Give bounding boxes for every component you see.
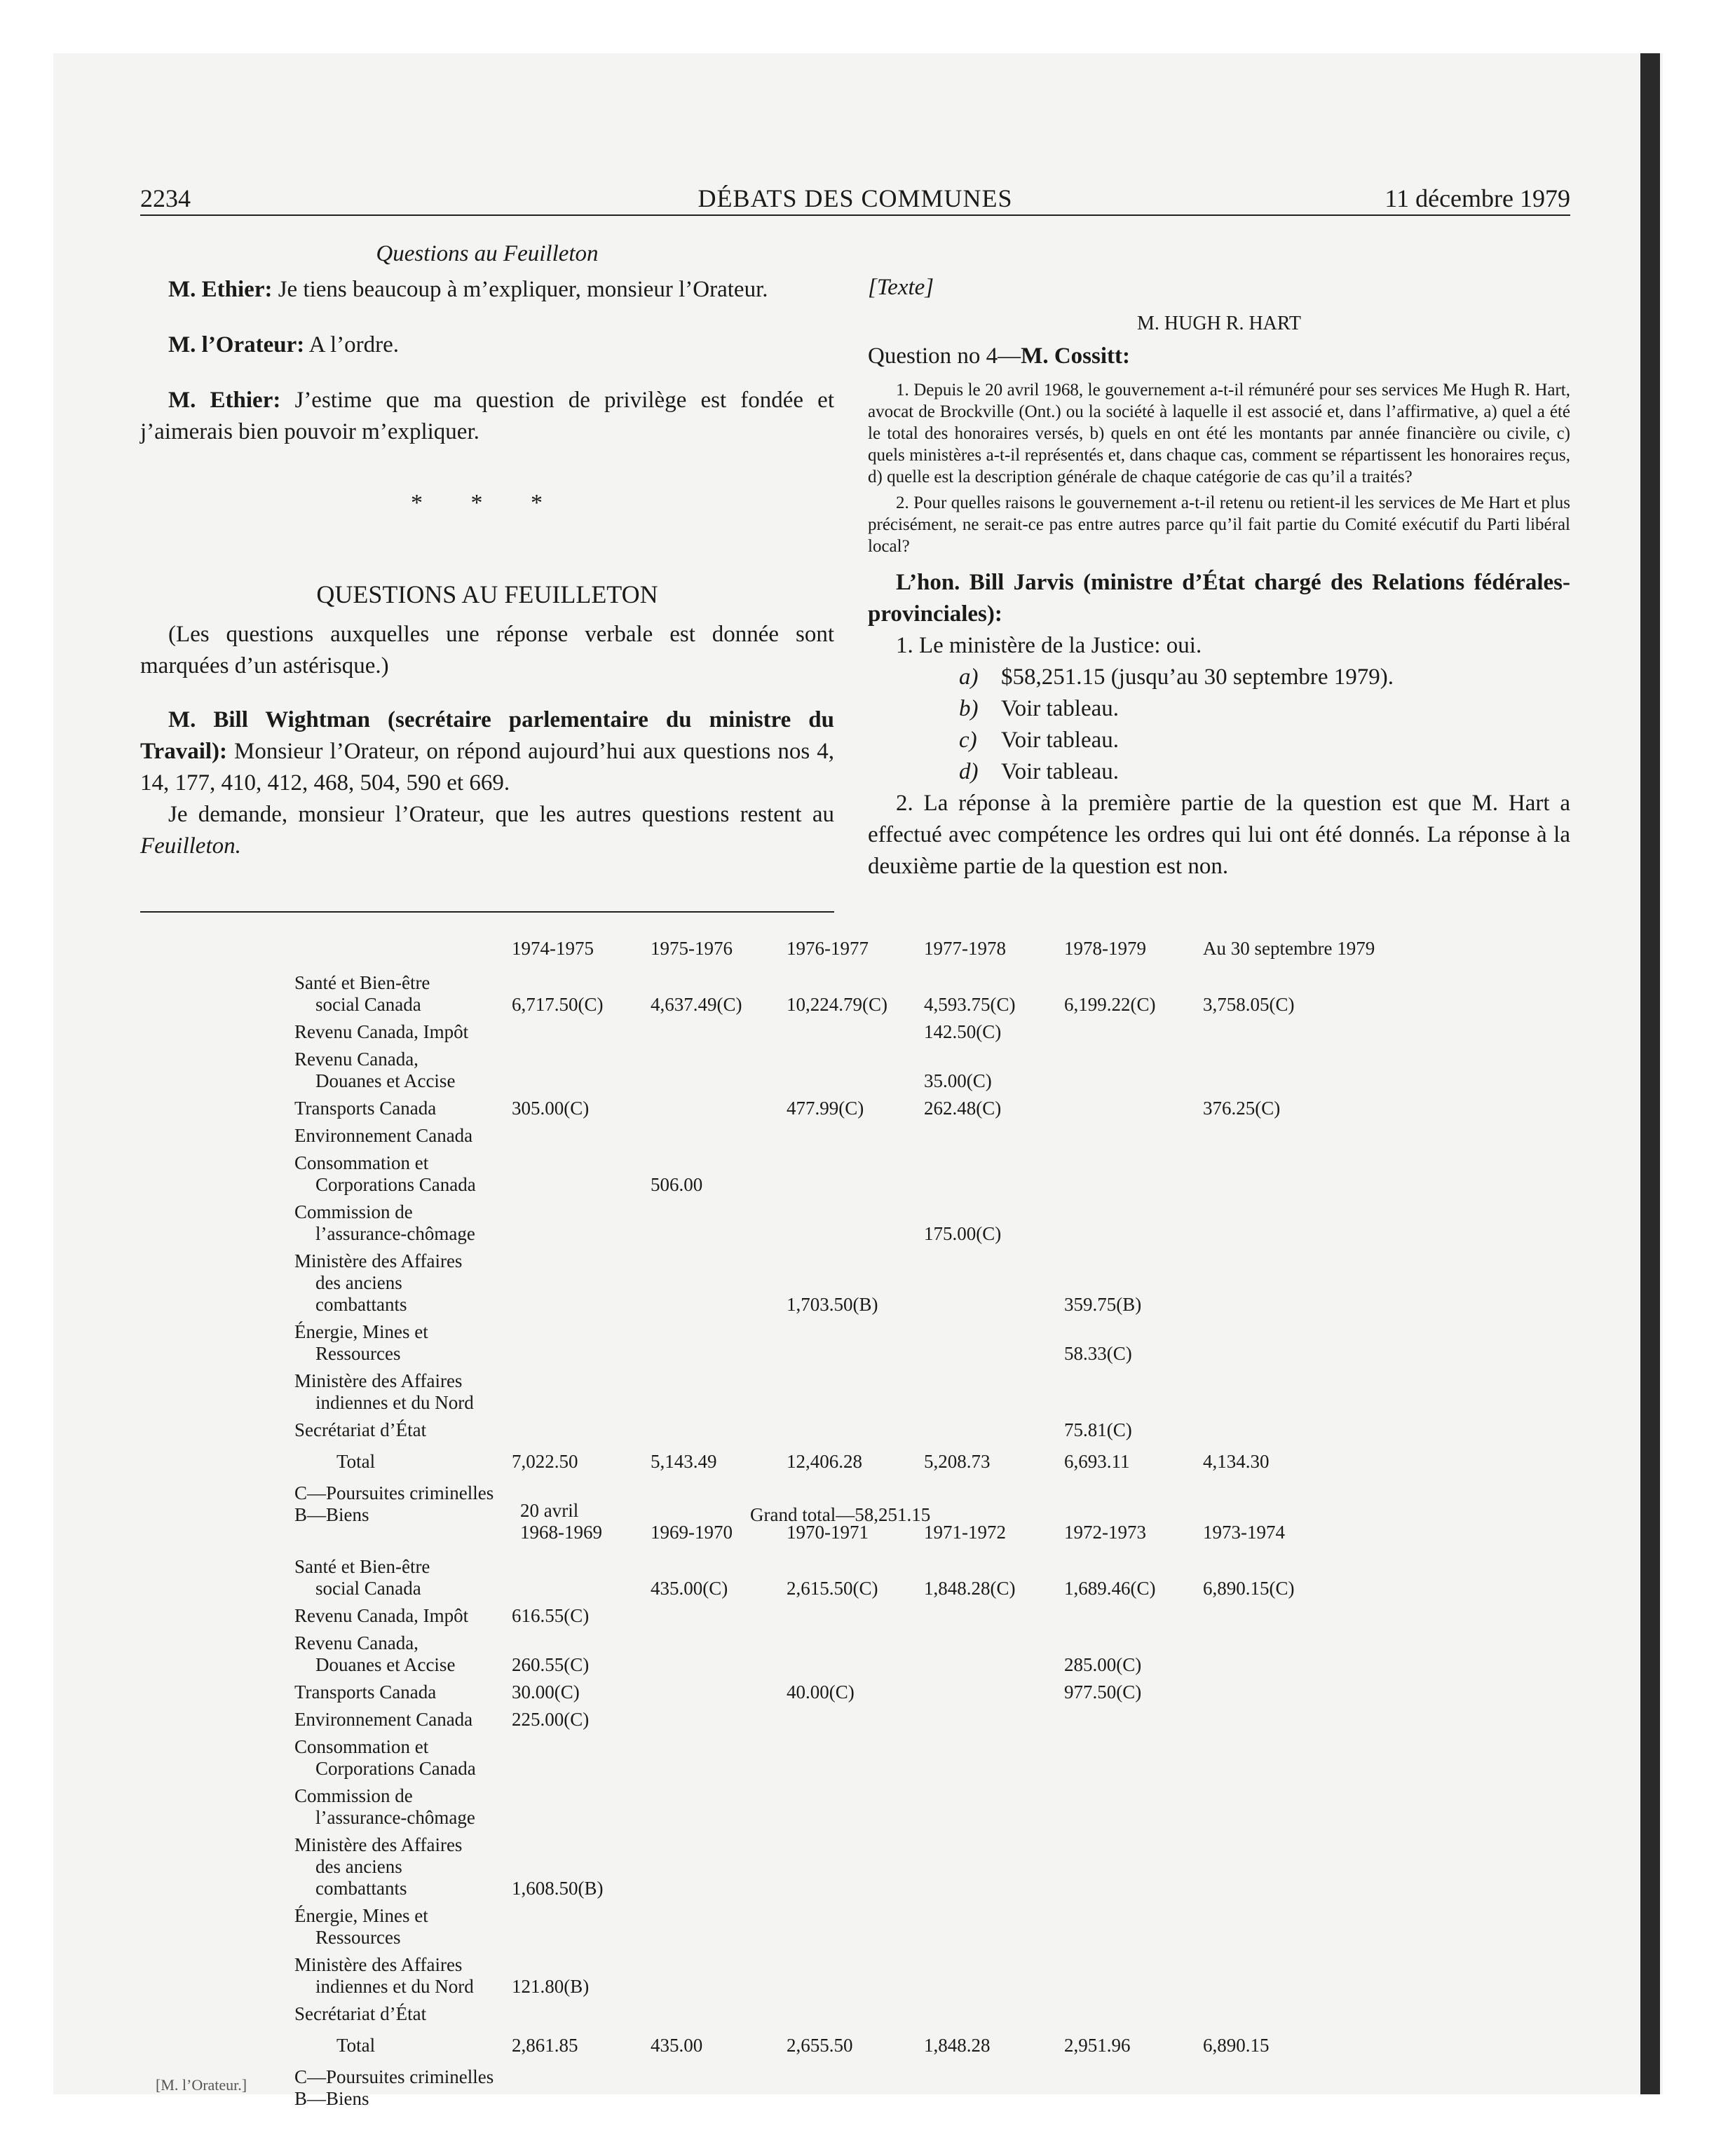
row-label: Consommation et: [294, 1736, 429, 1757]
total-label: Total: [336, 1451, 376, 1472]
speech: Je tiens beaucoup à m’expliquer, monsieur l’Orateur.: [272, 277, 768, 302]
row-label: Transports Canada: [294, 1681, 437, 1703]
row-label: Ressources: [315, 1343, 401, 1364]
table-cell: 305.00(C): [512, 1098, 590, 1119]
total-cell: 12,406.28: [787, 1451, 862, 1472]
answer-item-letter: c): [959, 728, 977, 753]
running-head: Questions au Feuilleton: [376, 241, 599, 266]
italic-word: Feuilleton.: [140, 833, 241, 859]
row-label: Revenu Canada, Impôt: [294, 1021, 469, 1042]
table-cell: 376.25(C): [1203, 1098, 1281, 1119]
scan-edge: [1640, 53, 1660, 2094]
answer-item-text: Voir tableau.: [1001, 759, 1120, 784]
table-cell: 1,608.50(B): [512, 1878, 604, 1899]
texte-marker: [Texte]: [868, 275, 934, 300]
row-label: indiennes et du Nord: [315, 1976, 474, 1997]
row-label: Ministère des Affaires: [294, 1954, 463, 1975]
column-header: 1968-1969: [520, 1522, 602, 1543]
table-cell: 285.00(C): [1064, 1654, 1142, 1675]
column-header: 1971-1972: [924, 1522, 1006, 1543]
table-cell: 6,199.22(C): [1064, 994, 1156, 1015]
speech: Je demande, monsieur l’Orateur, que les autres questions restent au: [168, 802, 834, 827]
column-header: 1970-1971: [787, 1522, 869, 1543]
answer-items: [868, 662, 1570, 788]
total-cell: 435.00: [651, 2035, 703, 2056]
answer-item: [868, 756, 1570, 788]
section-note: (Les questions auxquelles une réponse verbale est donnée sont marquées d’un astérisque.): [140, 622, 834, 678]
row-label: combattants: [315, 1878, 407, 1899]
row-label: Revenu Canada,: [294, 1049, 419, 1070]
speaker: M. Ethier:: [168, 388, 281, 413]
row-label: Santé et Bien-être: [294, 1556, 430, 1577]
total-label: Total: [336, 2035, 376, 2056]
total-cell: 6,890.15: [1203, 2035, 1270, 2056]
table-cell: 4,637.49(C): [651, 994, 742, 1015]
row-label: Ministère des Affaires: [294, 1370, 463, 1391]
header-rule: [140, 214, 1570, 216]
row-label: Ministère des Affaires: [294, 1834, 463, 1855]
answer-item: [868, 693, 1570, 725]
table-cell: 3,758.05(C): [1203, 994, 1295, 1015]
left-column: [140, 238, 834, 862]
question-label: Question no 4—: [868, 343, 1021, 369]
answer-item-text: $58,251.15 (jusqu’au 30 septembre 1979).: [1001, 664, 1394, 690]
row-label: Environnement Canada: [294, 1709, 473, 1730]
total-cell: 7,022.50: [512, 1451, 578, 1472]
table-cell: 175.00(C): [924, 1223, 1002, 1244]
question-heading: M. HUGH R. HART: [1137, 313, 1301, 334]
table-cell: 477.99(C): [787, 1098, 864, 1119]
total-cell: 1,848.28: [924, 2035, 991, 2056]
answer-item-letter: a): [959, 664, 979, 690]
total-cell: 4,134.30: [1203, 1451, 1270, 1472]
row-label: indiennes et du Nord: [315, 1392, 474, 1413]
table-cell: 225.00(C): [512, 1709, 590, 1730]
row-label: Transports Canada: [294, 1098, 437, 1119]
table-cell: 435.00(C): [651, 1578, 728, 1599]
table-cell: 35.00(C): [924, 1070, 992, 1091]
answer-text: 2. La réponse à la première partie de la question est que M. Hart a effectué avec compétence les ordres qui lui ont été donnés. La réponse à la deuxième partie de la question est non.: [868, 791, 1570, 879]
footer-note: [M. l’Orateur.]: [156, 2076, 247, 2094]
paragraph: [140, 329, 834, 361]
section-title: QUESTIONS AU FEUILLETON: [316, 580, 658, 608]
table-cell: 977.50(C): [1064, 1681, 1142, 1703]
speaker: M. Bill Wightman (secrétaire parlementaire du ministre du Travail):: [140, 707, 834, 764]
row-label: Ministère des Affaires: [294, 1250, 463, 1271]
row-label: Revenu Canada, Impôt: [294, 1605, 469, 1626]
row-label: Santé et Bien-être: [294, 972, 430, 993]
journal-title: DÉBATS DES COMMUNES: [698, 184, 1013, 212]
row-label: social Canada: [315, 994, 421, 1015]
total-cell: 6,693.11: [1064, 1451, 1130, 1472]
paragraph: [140, 385, 834, 448]
speech: Monsieur l’Orateur, on répond aujourd’hui aux questions nos 4, 14, 177, 410, 412, 468, 504, 590 et 669.: [140, 739, 834, 796]
table-cell: 121.80(B): [512, 1976, 590, 1997]
row-label: Douanes et Accise: [315, 1654, 456, 1675]
answer-item-letter: b): [959, 696, 979, 721]
answer-item: [868, 725, 1570, 756]
speech: J’estime que ma question de privilège est fondée et j’aimerais bien pouvoir m’expliquer.: [140, 388, 834, 444]
grand-total: Grand total—58,251.15: [750, 1504, 931, 1525]
table-cell: 4,593.75(C): [924, 994, 1016, 1015]
column-header: 1969-1970: [651, 1522, 733, 1543]
row-label: Commission de: [294, 1785, 413, 1806]
row-label: Corporations Canada: [315, 1758, 476, 1779]
total-cell: 2,861.85: [512, 2035, 578, 2056]
paragraph: [140, 274, 834, 306]
table-cell: 75.81(C): [1064, 1419, 1132, 1440]
column-header: 1975-1976: [651, 938, 733, 959]
row-label: Douanes et Accise: [315, 1070, 456, 1091]
speaker: M. l’Orateur:: [168, 332, 305, 357]
answer-speaker: L’hon. Bill Jarvis (ministre d’État chargé des Relations fédérales-provinciales):: [868, 570, 1570, 627]
table-cell: 1,689.46(C): [1064, 1578, 1156, 1599]
answer-text: 1. Le ministère de la Justice: oui.: [896, 633, 1202, 658]
table-cell: 58.33(C): [1064, 1343, 1132, 1364]
row-label: Commission de: [294, 1201, 413, 1222]
table-cell: 616.55(C): [512, 1605, 590, 1626]
answer-item-text: Voir tableau.: [1001, 728, 1120, 753]
question-author: M. Cossitt:: [1021, 343, 1130, 369]
row-label: social Canada: [315, 1578, 421, 1599]
column-header: 1973-1974: [1203, 1522, 1285, 1543]
table-cell: 262.48(C): [924, 1098, 1002, 1119]
row-label: Énergie, Mines et: [294, 1321, 428, 1342]
table-cell: 359.75(B): [1064, 1294, 1142, 1315]
table-cell: 142.50(C): [924, 1021, 1002, 1042]
table-cell: 1,848.28(C): [924, 1578, 1016, 1599]
paragraph: [140, 799, 834, 862]
column-header: 1974-1975: [512, 938, 594, 959]
row-label: Secrétariat d’État: [294, 2003, 427, 2024]
column-header: Au 30 septembre 1979: [1203, 938, 1375, 959]
row-label: l’assurance-chômage: [315, 1223, 475, 1244]
table-cell: 6,890.15(C): [1203, 1578, 1295, 1599]
row-label: combattants: [315, 1294, 407, 1315]
row-label: Environnement Canada: [294, 1125, 473, 1146]
speaker: M. Ethier:: [168, 277, 273, 302]
page-header: [140, 184, 1570, 212]
answer-item: [868, 662, 1570, 693]
column-header: 1977-1978: [924, 938, 1006, 959]
column-header: 1978-1979: [1064, 938, 1146, 959]
row-label: l’assurance-chômage: [315, 1807, 475, 1828]
row-label: Consommation et: [294, 1152, 429, 1173]
row-label: des anciens: [315, 1272, 402, 1293]
total-cell: 5,208.73: [924, 1451, 991, 1472]
question-text: 2. Pour quelles raisons le gouvernement a-t-il retenu ou retient-il les services de Me Hart et plus précisément, ne serait-ce pas entre autres parce qu’il fait partie du Comité exécutif du Parti libéral local?: [868, 493, 1570, 556]
table-cell: 1,703.50(B): [787, 1294, 878, 1315]
paragraph: [140, 704, 834, 799]
row-label: Ressources: [315, 1927, 401, 1948]
table-cell: 40.00(C): [787, 1681, 855, 1703]
table-cell: 260.55(C): [512, 1654, 590, 1675]
right-column: [868, 272, 1570, 882]
section-separator: * * *: [411, 490, 564, 516]
answer-item-letter: d): [959, 759, 979, 784]
table-cell: 10,224.79(C): [787, 994, 887, 1015]
row-label: Secrétariat d’État: [294, 1419, 427, 1440]
table-cell: 6,717.50(C): [512, 994, 604, 1015]
total-cell: 2,951.96: [1064, 2035, 1131, 2056]
table-cell: 2,615.50(C): [787, 1578, 878, 1599]
question-text: 1. Depuis le 20 avril 1968, le gouvernement a-t-il rémunéré pour ses services Me Hugh R. Hart, avocat de Brockville (Ont.) ou la société à laquelle il est associé et, dans l’affirmative, a) quel a été le total des honoraires versés, b) quels en ont été les montants par année financière ou civile, c) quels ministères a-t-il représentés et, dans chaque cas, comment se répartissent les honoraires reçus, d) quelle est la description générale de chaque catégorie de cas qu’il a traités?: [868, 381, 1570, 486]
legend-criminal: C—Poursuites criminelles: [294, 2066, 494, 2087]
row-label: Corporations Canada: [315, 1174, 476, 1195]
table-cell: 30.00(C): [512, 1681, 580, 1703]
row-label: Énergie, Mines et: [294, 1905, 428, 1926]
table-cell: 506.00: [651, 1174, 703, 1195]
legend-property: B—Biens: [294, 1504, 369, 1525]
legend-property: B—Biens: [294, 2088, 369, 2109]
page-number: 2234: [140, 184, 191, 212]
column-end-rule: [140, 911, 834, 913]
column-header: 1976-1977: [787, 938, 869, 959]
total-cell: 5,143.49: [651, 1451, 717, 1472]
page-date: 11 décembre 1979: [1384, 184, 1570, 212]
row-label: des anciens: [315, 1856, 402, 1877]
question-line: [868, 341, 1570, 372]
column-header: 20 avril: [520, 1500, 579, 1521]
total-cell: 2,655.50: [787, 2035, 853, 2056]
column-header: 1972-1973: [1064, 1522, 1146, 1543]
speech: A l’ordre.: [304, 332, 399, 357]
row-label: Revenu Canada,: [294, 1632, 419, 1653]
answer-item-text: Voir tableau.: [1001, 696, 1120, 721]
legend-criminal: C—Poursuites criminelles: [294, 1482, 494, 1503]
